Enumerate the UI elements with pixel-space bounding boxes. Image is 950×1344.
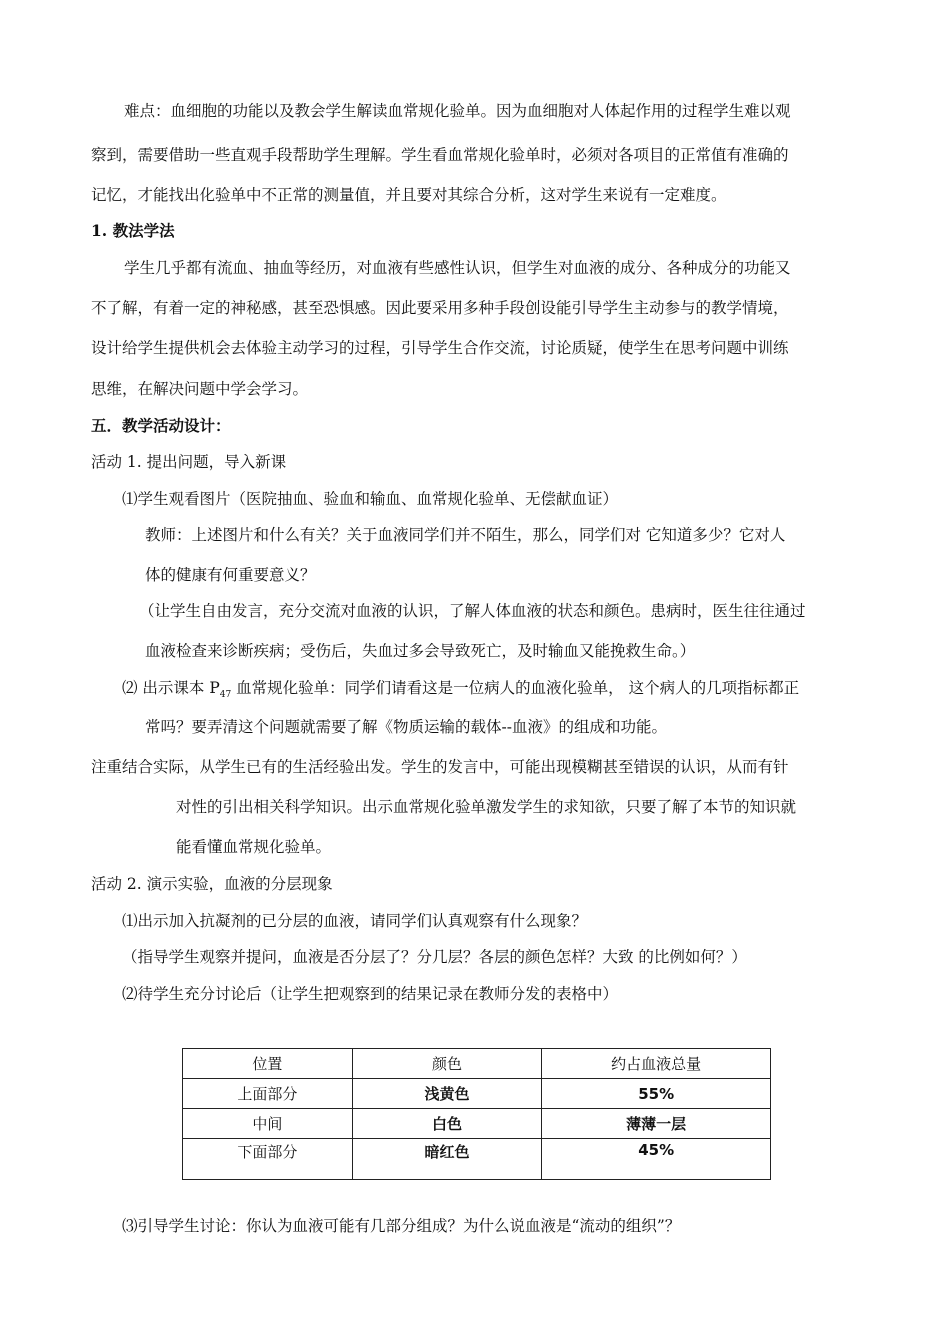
table-header-cell: 位置 [183, 1049, 353, 1079]
difficulty-line-2: 察到，需要借助一些直观手段帮助学生理解。学生看血常规化验单时，必须对各项目的正常值有准确的 [91, 146, 789, 164]
methods-line-4: 思维，在解决问题中学会学习。 [91, 380, 309, 398]
table-cell-color: 暗红色 [352, 1139, 542, 1180]
table-header-cell: 颜色 [352, 1049, 542, 1079]
table-header-cell: 约占血液总量 [542, 1049, 771, 1079]
table-cell-proportion: 55% [542, 1079, 771, 1109]
table-cell-color: 白色 [352, 1109, 542, 1139]
difficulty-line-1: 难点：血细胞的功能以及教会学生解读血常规化验单。因为血细胞对人体起作用的过程学生难以观 [124, 102, 791, 120]
page-subscript: 47 [219, 690, 232, 701]
emphasis-line-2: 对性的引出相关科学知识。出示血常规化验单激发学生的求知欲，只要了解了本节的知识就 [176, 798, 797, 816]
activity1-item2-prefix: ⑵ 出示课本 P [122, 679, 220, 697]
activity1-item2-rest: 血常规化验单：同学们请看这是一位病人的血液化验单， 这个病人的几项指标都正 [231, 679, 800, 697]
activity1-item2-continued: 常吗？要弄清这个问题就需要了解《物质运输的载体--血液》的组成和功能。 [145, 718, 667, 736]
teacher-line-1: 教师：上述图片和什么有关？关于血液同学们并不陌生，那么，同学们对 它知道多少？它对人 [145, 526, 786, 544]
observation-table [182, 1048, 771, 1180]
table-cell-position: 中间 [183, 1109, 353, 1139]
activity2-note: （指导学生观察并提问，血液是否分层了？分几层？各层的颜色怎样？大致 的比例如何？） [122, 948, 747, 966]
teacher-line-2: 体的健康有何重要意义？ [145, 566, 316, 584]
activity2-item1: ⑴出示加入抗凝剂的已分层的血液，请同学们认真观察有什么现象？ [122, 912, 588, 930]
table-row [183, 1079, 771, 1109]
activity1-title: 活动 1. 提出问题，导入新课 [91, 453, 287, 471]
section-heading-methods: 1. 教法学法 [91, 221, 175, 240]
activity1-item1: ⑴学生观看图片（医院抽血、验血和输血、血常规化验单、无偿献血证） [122, 490, 619, 508]
table-cell-position: 下面部分 [183, 1139, 353, 1180]
activity2-title: 活动 2. 演示实验，血液的分层现象 [91, 875, 333, 893]
table-header-row [183, 1049, 771, 1079]
table-cell-position: 上面部分 [183, 1079, 353, 1109]
methods-line-3: 设计给学生提供机会去体验主动学习的过程，引导学生合作交流，讨论质疑，使学生在思考问题中训练 [91, 339, 789, 357]
emphasis-line-3: 能看懂血常规化验单。 [176, 838, 332, 856]
table-row [183, 1139, 771, 1180]
methods-line-1: 学生几乎都有流血、抽血等经历，对血液有些感性认识，但学生对血液的成分、各种成分的功能又 [124, 259, 791, 277]
table-cell-proportion: 45% [542, 1139, 771, 1180]
difficulty-line-3: 记忆，才能找出化验单中不正常的测量值，并且要对其综合分析，这对学生来说有一定难度。 [91, 186, 727, 204]
table-cell-color: 浅黄色 [352, 1079, 542, 1109]
table-cell-proportion: 薄薄一层 [542, 1109, 771, 1139]
methods-line-2: 不了解，有着一定的神秘感，甚至恐惧感。因此要采用多种手段创设能引导学生主动参与的教学情境， [91, 299, 789, 317]
activity1-item2 [122, 678, 800, 701]
activity1-note-line-2: 血液检查来诊断疾病；受伤后，失血过多会导致死亡，及时输血又能挽救生命。） [145, 642, 696, 660]
activity1-note-line-1: （让学生自由发言，充分交流对血液的认识，了解人体血液的状态和颜色。患病时，医生往往通过 [139, 602, 806, 620]
table-row [183, 1109, 771, 1139]
activity2-item2: ⑵待学生充分讨论后（让学生把观察到的结果记录在教师分发的表格中） [122, 985, 619, 1003]
emphasis-line-1: 注重结合实际，从学生已有的生活经验出发。学生的发言中，可能出现模糊甚至错误的认识，从而有针 [91, 758, 789, 776]
section-heading-activities: 五．教学活动设计： [91, 416, 231, 435]
activity2-item3: ⑶引导学生讨论：你认为血液可能有几部分组成？为什么说血液是“流动的组织”？ [122, 1217, 681, 1235]
